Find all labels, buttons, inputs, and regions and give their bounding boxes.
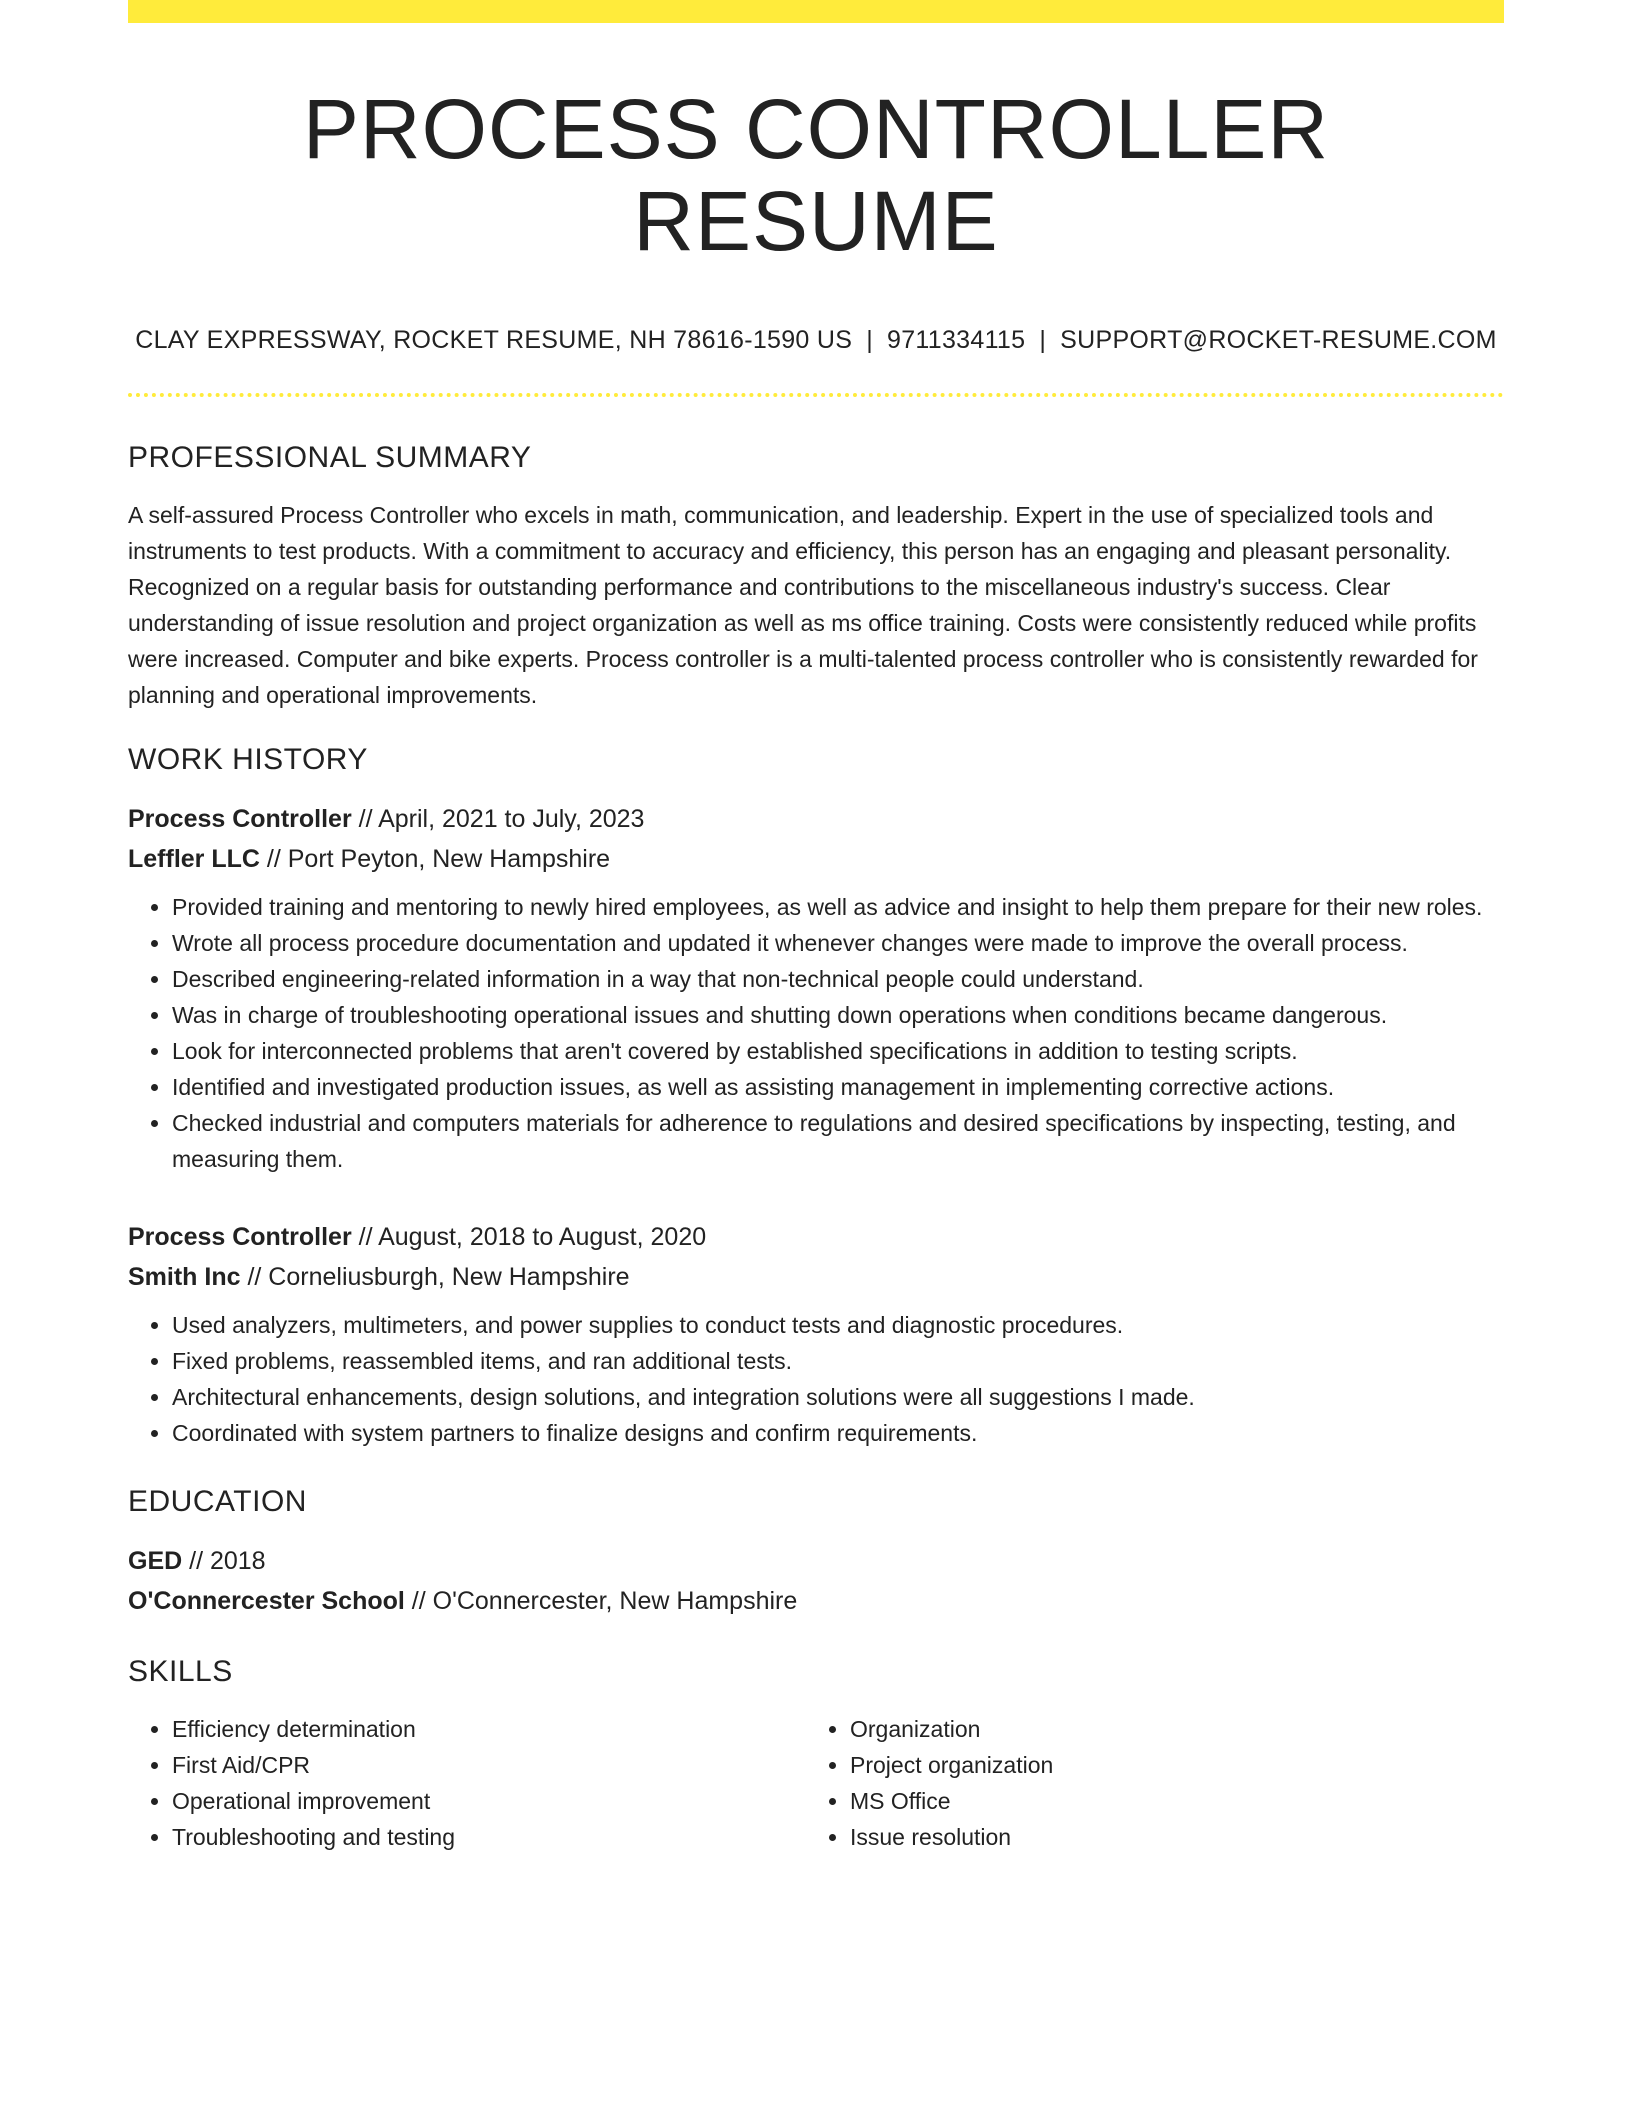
education-school-line [128, 1581, 1504, 1621]
resume-title: PROCESS CONTROLLER RESUME [302, 82, 1330, 269]
skills-heading: SKILLS [128, 1654, 233, 1688]
job-bullet: • Identified and investigated production issues, as well as assisting management in implementing corrective actions. [172, 1069, 1504, 1105]
contact-separator: | [1039, 325, 1047, 354]
skills-column-left [128, 1711, 806, 1855]
skill-item: • Operational improvement [172, 1783, 806, 1819]
job-company: Smith Inc [128, 1262, 241, 1291]
skill-item: • MS Office [850, 1783, 1484, 1819]
job-title: Process Controller [128, 1222, 352, 1251]
dotted-divider [128, 393, 1504, 397]
job-title-line [128, 1217, 1504, 1257]
job-entry [128, 1217, 1504, 1451]
job-company: Leffler LLC [128, 844, 260, 873]
skill-item: • Troubleshooting and testing [172, 1819, 806, 1855]
job-location: // Port Peyton, New Hampshire [259, 844, 611, 873]
education-heading: EDUCATION [128, 1484, 307, 1518]
resume-page [128, 0, 1504, 1855]
summary-heading: PROFESSIONAL SUMMARY [128, 440, 532, 474]
skills-column-right [806, 1711, 1484, 1855]
skill-item: • Efficiency determination [172, 1711, 806, 1747]
job-bullet: • Was in charge of troubleshooting operational issues and shutting down operations when conditions became dangerous. [172, 997, 1504, 1033]
education-year: // 2018 [182, 1546, 266, 1575]
contact-line [128, 326, 1504, 355]
job-bullet: • Look for interconnected problems that aren't covered by established specifications in addition to testing scripts. [172, 1033, 1504, 1069]
job-bullet: • Wrote all process procedure documentation and updated it whenever changes were made to improve the overall process. [172, 925, 1504, 961]
skill-item: • First Aid/CPR [172, 1747, 806, 1783]
education-entry [128, 1541, 1504, 1621]
skills-grid [128, 1711, 1504, 1855]
education-degree: GED [128, 1546, 183, 1575]
skill-item: • Issue resolution [850, 1819, 1484, 1855]
skill-item: • Project organization [850, 1747, 1484, 1783]
contact-address: CLAY EXPRESSWAY, ROCKET RESUME, NH 78616-1590 US [135, 325, 853, 354]
skill-item: • Organization [850, 1711, 1484, 1747]
contact-email: SUPPORT@ROCKET-RESUME.COM [1060, 325, 1497, 354]
job-title-line [128, 799, 1504, 839]
work-history-heading: WORK HISTORY [128, 742, 368, 776]
job-bullet: • Provided training and mentoring to newly hired employees, as well as advice and insight to help them prepare for their new roles. [172, 889, 1504, 925]
job-bullet: • Architectural enhancements, design solutions, and integration solutions were all suggestions I made. [172, 1379, 1504, 1415]
job-dates: // April, 2021 to July, 2023 [351, 804, 645, 833]
job-bullets [128, 889, 1504, 1177]
summary-text: A self-assured Process Controller who excels in math, communication, and leadership. Expert in the use of specialized tools and instruments to test products. With a commitment to accuracy and efficiency, this person has an engaging and pleasant personality. Recognized on a regular basis for outstanding performance and contributions to the miscellaneous industry's success. Clear understanding of issue resolution and project organization as well as ms office training. Costs were consistently reduced while profits were increased. Computer and bike experts. Process controller is a multi-talented process controller who is consistently rewarded for planning and operational improvements. [128, 501, 1478, 708]
job-company-line [128, 839, 1504, 879]
job-bullet: • Coordinated with system partners to finalize designs and confirm requirements. [172, 1415, 1504, 1451]
job-bullets [128, 1307, 1504, 1451]
job-bullet: • Checked industrial and computers materials for adherence to regulations and desired specifications by inspecting, testing, and measuring them. [172, 1105, 1504, 1177]
contact-separator: | [866, 325, 874, 354]
job-bullet: • Used analyzers, multimeters, and power supplies to conduct tests and diagnostic procedures. [172, 1307, 1504, 1343]
job-entry [128, 799, 1504, 1177]
job-bullet: • Fixed problems, reassembled items, and ran additional tests. [172, 1343, 1504, 1379]
education-degree-line [128, 1541, 1504, 1581]
job-dates: // August, 2018 to August, 2020 [351, 1222, 707, 1251]
education-school: O'Connercester School [128, 1586, 405, 1615]
accent-bar [128, 0, 1504, 23]
job-location: // Corneliusburgh, New Hampshire [240, 1262, 630, 1291]
contact-phone: 9711334115 [887, 325, 1026, 354]
education-location: // O'Connercester, New Hampshire [404, 1586, 798, 1615]
job-bullet: • Described engineering-related information in a way that non-technical people could understand. [172, 961, 1504, 997]
job-company-line [128, 1257, 1504, 1297]
job-title: Process Controller [128, 804, 352, 833]
